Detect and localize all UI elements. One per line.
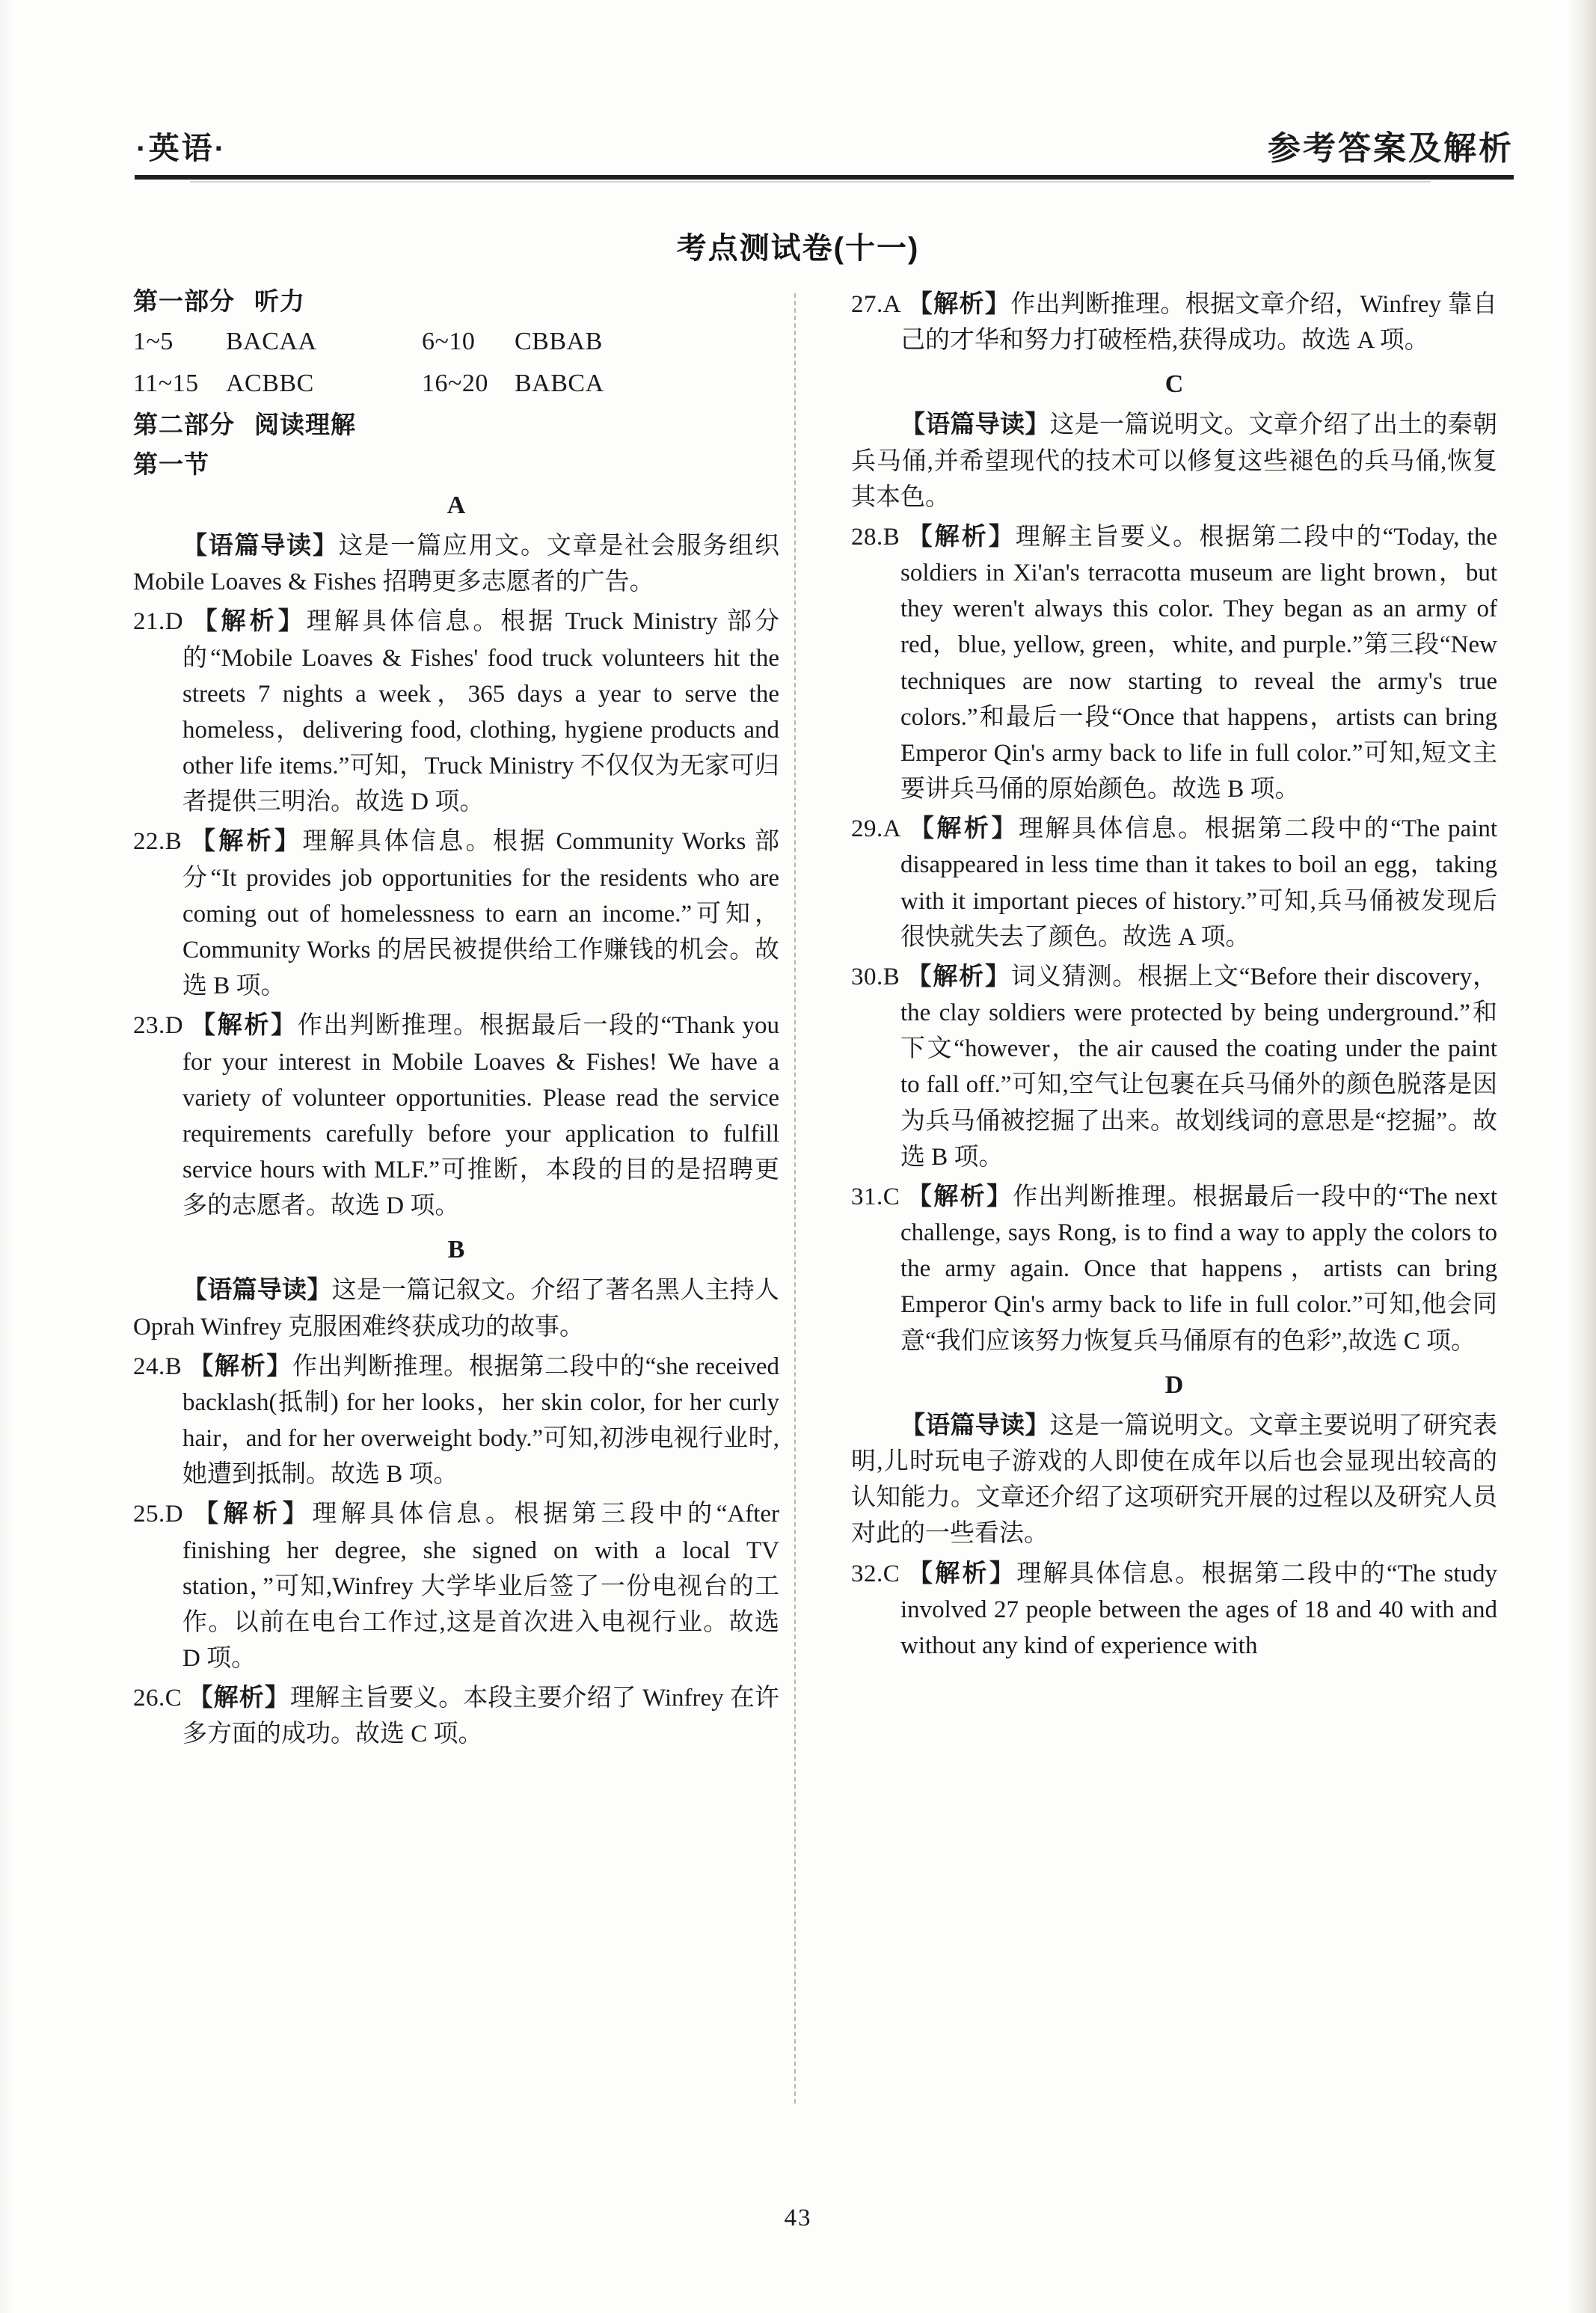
exam-title: 考点测试卷(十一) <box>676 232 920 265</box>
item-tag: 【解析】 <box>909 814 1019 842</box>
item-number: 27.A <box>851 291 902 318</box>
item-text: 理解主旨要义。根据第二段中的“Today, the soldiers in Xi'an's terracotta museum are light brown，but they weren't always this color. They began as an army of red，blue, yellow, green，white, and purple.”第三段“New techniques are now starting to reveal the army's true colors.”和最后一段“Once that happens，artists can bring Emperor Qin's army back to life in full color.”可知,短文主要讲兵马俑的原始颜色。故选 B 项。 <box>900 523 1497 803</box>
guide-text: 这是一篇说明文。文章介绍了出土的秦朝兵马俑,并希望现代的技术可以修复这些褪色的兵马俑,恢复其本色。 <box>851 411 1498 511</box>
item-tag: 【解析】 <box>907 289 1011 317</box>
answer-item <box>851 958 1497 1175</box>
answer-item <box>133 1679 779 1752</box>
guide-text: 这是一篇应用文。文章是社会服务组织 Mobile Loaves & Fishes 招聘更多志愿者的广告。 <box>133 533 780 596</box>
item-tag: 【解析】 <box>193 1499 313 1528</box>
answer-cell <box>422 367 710 400</box>
item-number: 23.D <box>133 1012 184 1040</box>
passage-letter-d: D <box>1164 1370 1184 1399</box>
item-number: 29.A <box>851 815 902 843</box>
item-tag: 【解析】 <box>907 1558 1017 1587</box>
header-rule <box>135 175 1514 180</box>
item-tag: 【解析】 <box>191 1011 298 1039</box>
item-tag: 【解析】 <box>906 1181 1013 1210</box>
answer-letters: BACAA <box>226 327 317 355</box>
item-number: 25.D <box>133 1501 184 1528</box>
answer-item <box>851 1178 1497 1359</box>
item-text: 理解具体信息。根据第二段中的“The study involved 27 people between the ages of 18 and 40 with and without any kind of experience with <box>900 1560 1498 1659</box>
item-tag: 【解析】 <box>188 1351 292 1379</box>
running-header <box>114 112 1514 180</box>
item-text: 理解具体信息。根据 Community Works 部分“It provides job opportunities for the residents who are coming out of homelessness to earn an income.”可知，Community Works 的居民被提供给工作赚钱的机会。故选 B 项。 <box>182 828 779 1000</box>
guide-label: 【语篇导读】 <box>182 531 339 560</box>
answer-item <box>133 603 779 820</box>
answer-row <box>133 325 779 358</box>
passage-guide-c <box>851 406 1497 515</box>
reading-subsection-label: 第一节 <box>133 450 209 478</box>
passage-guide-b <box>133 1272 779 1344</box>
answer-letters: BABCA <box>515 369 604 397</box>
item-text: 理解具体信息。根据 Truck Ministry 部分的“Mobile Loaves & Fishes' food truck volunteers hit the streets 7 nights a week，365 days a year to serve the homeless，delivering food, clothing, hygiene products and other life items.”可知，Truck Ministry 不仅仅为无家可归者提供三明治。故选 D 项。 <box>182 608 779 816</box>
page-number: 43 <box>784 2205 812 2231</box>
reading-section-head <box>133 409 779 441</box>
guide-text: 这是一篇记叙文。介绍了著名黑人主持人 Oprah Winfrey 克服困难终获成功的故事。 <box>133 1277 780 1341</box>
item-tag: 【解析】 <box>907 521 1016 550</box>
item-text: 作出判断推理。根据第二段中的“she received backlash(抵制) for her looks，her skin color, for her curly hair，and for her overweight body.”可知,初涉电视行业时,她遭到抵制。故选 B 项。 <box>182 1352 780 1489</box>
answer-range: 16~20 <box>422 369 488 397</box>
passage-letter-a: A <box>446 491 466 520</box>
reading-section-title: 第二部分 <box>133 410 235 438</box>
answer-item <box>133 1495 779 1676</box>
passage-guide-d <box>851 1407 1497 1552</box>
answer-item <box>851 1555 1497 1664</box>
answer-letters: CBBAB <box>515 327 603 355</box>
guide-label: 【语篇导读】 <box>182 1275 332 1304</box>
passage-letter-c: C <box>1164 370 1184 399</box>
answer-range: 11~15 <box>133 369 199 397</box>
reading-subsection-head <box>133 449 779 480</box>
right-column <box>812 286 1497 2156</box>
answer-item <box>851 810 1497 955</box>
item-number: 30.B <box>851 963 900 990</box>
page-edge-left <box>0 0 15 2313</box>
item-tag: 【解析】 <box>190 827 303 855</box>
item-number: 26.C <box>133 1685 182 1712</box>
page-edge-right <box>1565 0 1596 2313</box>
answer-item <box>133 823 779 1004</box>
item-text: 词义猜测。根据上文“Before their discovery，the clay soldiers were protected by being underground.”和下文“however，the air caused the coating under the paint to fall off.”可知,空气让包裹在兵马俑外的颜色脱落是因为兵马俑被挖掘了出来。故划线词的意思是“挖掘”。故选 B 项。 <box>900 963 1498 1171</box>
item-text: 作出判断推理。根据最后一段中的“The next challenge, says Rong, is to find a way to apply the colors to the army again. Once that happens，artists can bring Emperor Qin's army back to life in full color.”可知,他会同意“我们应该努力恢复兵马俑原有的色彩”,故选 C 项。 <box>900 1183 1497 1355</box>
item-number: 24.B <box>133 1352 182 1380</box>
item-text: 理解具体信息。根据第三段中的“After finishing her degree, she signed on with a local TV station，”可知,Winfrey 大学毕业后签了一份电视台的工作。以前在电台工作过,这是首次进入电视行业。故选 D 项。 <box>182 1501 780 1673</box>
item-number: 32.C <box>851 1560 900 1587</box>
header-answers-label: 参考答案及解析 <box>1268 130 1514 167</box>
item-text: 理解主旨要义。本段主要介绍了 Winfrey 在许多方面的成功。故选 C 项。 <box>182 1685 779 1748</box>
body-columns <box>133 286 1497 2156</box>
item-tag: 【解析】 <box>906 961 1011 990</box>
answer-range: 6~10 <box>422 327 476 355</box>
answer-cell <box>133 367 422 400</box>
listening-section-name: 听力 <box>254 287 305 315</box>
item-number: 31.C <box>851 1183 900 1210</box>
answer-letters: ACBBC <box>226 369 314 397</box>
passage-guide-a <box>133 527 779 600</box>
answer-cell <box>133 325 422 358</box>
answer-range: 1~5 <box>133 327 174 355</box>
item-number: 22.B <box>133 828 182 856</box>
answer-cell <box>422 325 710 358</box>
item-text: 理解具体信息。根据第二段中的“The paint disappeared in less time than it takes to boil an egg，taking with it important pieces of history.”可知,兵马俑被发现后很快就失去了颜色。故选 A 项。 <box>900 815 1498 951</box>
left-column <box>133 286 812 2156</box>
answer-item <box>851 286 1497 358</box>
item-number: 28.B <box>851 523 900 551</box>
passage-letter-b: B <box>447 1236 465 1264</box>
item-text: 作出判断推理。根据文章介绍，Winfrey 靠自己的才华和努力打破桎梏,获得成功。故选 A 项。 <box>900 291 1498 355</box>
answer-row <box>133 367 779 400</box>
listening-section-head <box>133 286 779 317</box>
guide-label: 【语篇导读】 <box>900 1410 1050 1439</box>
answer-item <box>133 1348 779 1493</box>
item-text: 作出判断推理。根据最后一段的“Thank you for your interest in Mobile Loaves & Fishes! We have a variety of volunteer opportunities. Please read the service requirements carefully before your application to fulfill service hours with MLF.”可推断，本段的目的是招聘更多的志愿者。故选 D 项。 <box>182 1012 780 1220</box>
item-tag: 【解析】 <box>192 607 307 635</box>
answer-item <box>133 1007 779 1224</box>
item-number: 21.D <box>133 608 184 636</box>
reading-section-name: 阅读理解 <box>254 410 356 438</box>
header-subject: ·英语· <box>136 131 227 165</box>
answer-item <box>851 518 1497 807</box>
guide-label: 【语篇导读】 <box>900 410 1050 438</box>
guide-text: 这是一篇说明文。文章主要说明了研究表明,儿时玩电子游戏的人即使在成年以后也会显现出较高的认知能力。文章还介绍了这项研究开展的过程以及研究人员对此的一些看法。 <box>851 1412 1498 1548</box>
listening-section-title: 第一部分 <box>133 287 235 315</box>
item-tag: 【解析】 <box>188 1683 290 1712</box>
